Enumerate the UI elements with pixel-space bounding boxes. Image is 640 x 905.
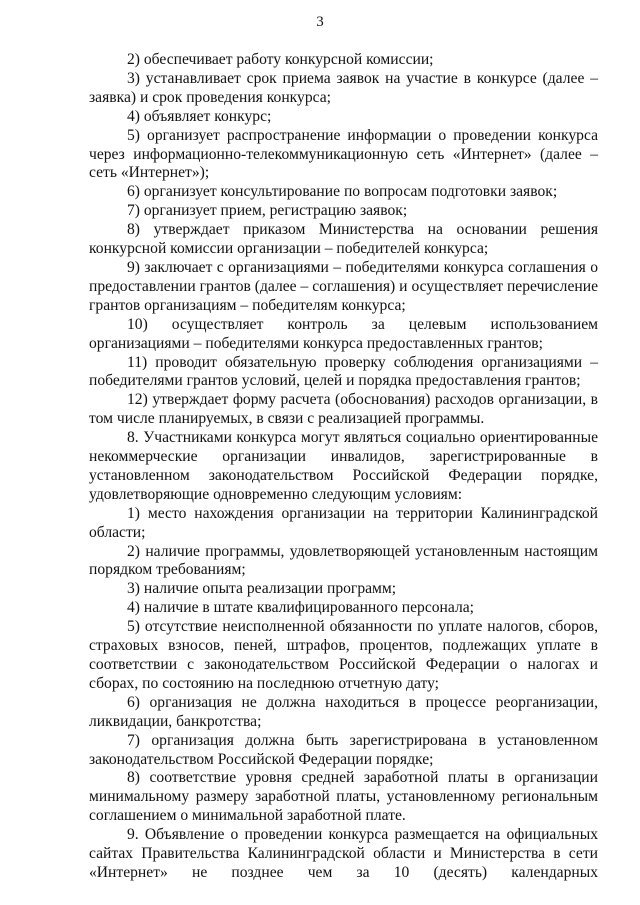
paragraph-item-11: 11) проводит обязательную проверку соблюдения организациями – победителями грантов условий, целей и порядка предоставления грантов; bbox=[89, 353, 598, 390]
condition-item-2: 2) наличие программы, удовлетворяющей установленным настоящим порядком требованиям; bbox=[89, 542, 598, 579]
paragraph-item-3: 3) устанавливает срок приема заявок на участие в конкурсе (далее – заявка) и срок проведения конкурса; bbox=[89, 69, 598, 106]
condition-item-1: 1) место нахождения организации на территории Калининградской области; bbox=[89, 504, 598, 541]
paragraph-item-2: 2) обеспечивает работу конкурсной комиссии; bbox=[127, 51, 434, 68]
document-body bbox=[89, 51, 598, 883]
condition-item-7: 7) организация должна быть зарегистрирована в установленном законодательством Российской Федерации порядке; bbox=[89, 731, 598, 768]
paragraph-item-5: 5) организует распространение информации о проведении конкурса через информационно-телекоммуникационную сеть «Интернет» (далее – сеть «Интернет»); bbox=[89, 126, 598, 182]
paragraph-item-10: 10) осуществляет контроль за целевым использованием организациями – победителями конкурса предоставленных грантов; bbox=[89, 315, 598, 352]
paragraph-clause-9: 9. Объявление о проведении конкурса размещается на официальных сайтах Правительства Калининградской области и Министерства в сети «Интернет» не позднее чем за 10 (десять) календарных bbox=[89, 826, 598, 881]
paragraph-item-9: 9) заключает с организациями – победителями конкурса соглашения о предоставлении грантов (далее – соглашения) и осуществляет перечисление грантов организациям – победителям конкурса; bbox=[89, 258, 598, 314]
paragraph-item-8: 8) утверждает приказом Министерства на основании решения конкурсной комиссии организации – победителей конкурса; bbox=[89, 221, 598, 258]
condition-item-8: 8) соответствие уровня средней заработной платы в организации минимальному размеру заработной платы, установленному региональным соглашением о минимальной заработной плате. bbox=[89, 769, 598, 825]
condition-item-4: 4) наличие в штате квалифицированного персонала; bbox=[127, 599, 474, 617]
page-number: 3 bbox=[316, 14, 324, 30]
paragraph-item-4: 4) объявляет конкурс; bbox=[127, 107, 272, 125]
condition-item-6: 6) организация не должна находиться в процессе реорганизации, ликвидации, банкротства; bbox=[89, 693, 598, 730]
paragraph-item-6: 6) организует консультирование по вопросам подготовки заявок; bbox=[127, 183, 558, 201]
condition-item-3: 3) наличие опыта реализации программ; bbox=[127, 580, 397, 598]
paragraph-item-12: 12) утверждает форму расчета (обоснования) расходов организации, в том числе планируемых, в связи с реализацией программы. bbox=[89, 391, 598, 428]
paragraph-clause-8: 8. Участниками конкурса могут являться социально ориентированные некоммерческие организации инвалидов, зарегистрированные в установленном законодательством Российской Федерации порядке, удовлетворяющие одновременно следующим условиям: bbox=[89, 429, 598, 503]
condition-item-5: 5) отсутствие неисполненной обязанности по уплате налогов, сборов, страховых взносов, пеней, штрафов, процентов, подлежащих уплате в соответствии с законодательством Российской Федерации о налогах и сборах, по состоянию на последнюю отчетную дату; bbox=[89, 618, 598, 692]
paragraph-item-7: 7) организует прием, регистрацию заявок; bbox=[127, 202, 408, 220]
